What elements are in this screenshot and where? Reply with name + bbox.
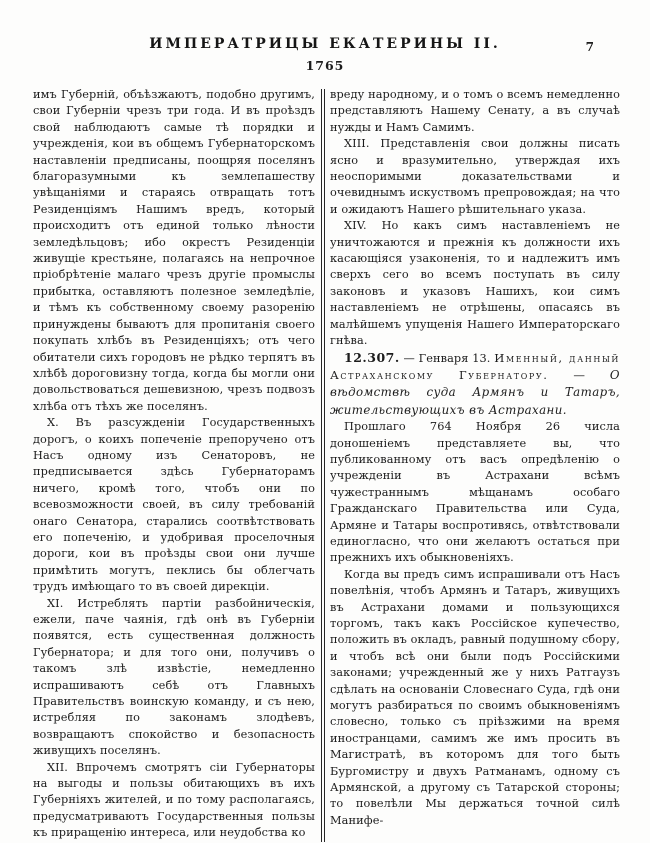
paragraph-continuation: вреду народному, и о томъ о всемъ немедленно представляютъ Нашему Сенату, а въ случаѣ нужды и Намъ Самимъ. (330, 88, 620, 134)
paragraph-article-xii: XII. Впрочемъ смотрятъ сіи Губернаторы на выгоды и пользы обитающихъ въ ихъ Губерніяхъ жителей, и по тому располагаясь, предусматриваютъ Государственныя пользы къ приращенію интереса, или неудобства ко (33, 760, 315, 840)
column-divider-rule (321, 89, 325, 842)
act-number: 12.307. (344, 349, 400, 365)
paragraph-article-x: X. Въ разсужденіи Государственныхъ дорогъ, о коихъ попеченіе препоручено отъ Насъ одному изъ Сенаторовъ, не предписывается здѣсь Губернаторамъ ничего, кромѣ того, чтобъ они по всевозможности своей, въ силу требованій онаго Сенатора, старались соотвѣтствовать его попеченію, и удобривая проселочныя дороги, кои въ проѣзды свои они лучше примѣтить могутъ, пеклись бы облегчать трудъ имѣющаго то въ своей дирекціи. (33, 416, 315, 594)
paragraph-article-xiii: XIII. Представленія свои должны писать ясно и вразумительно, утверждая ихъ неоспоримыми доказательствами и очевиднымъ искуствомъ препровождая; на что и ожидаютъ Нашего рѣшительнаго указа. (330, 137, 620, 216)
page-number: 7 (585, 40, 594, 54)
act-heading (330, 350, 620, 420)
paragraph-report: Прошлаго 764 Ноября 26 числа доношеніемъ представляете вы, что публикованному отъ васъ опредѣленію о учрежденіи въ Астрахани всѣмъ чужестраннымъ мѣщанамъ особаго Гражданскаго Правительства или Суда, Армяне и Татары воспротивясь, отвѣтствовали единогласно, что они желаютъ остаться при прежнихъ ихъ обыкновеніяхъ. (330, 420, 620, 565)
right-column (330, 87, 620, 842)
year-heading: 1765 (305, 58, 345, 73)
paragraph-article-xiv: XIV. Но какъ симъ наставленіемъ не уничтожаются и прежнія къ должности ихъ касающіяся узаконенія, то и надлежитъ имъ сверхъ сего во всемъ поступать въ силу законовъ и указовъ Нашихъ, кои симъ наставленіемъ не отрѣшены, опасаясь въ малѣйшемъ упущенія Нашего Императорскаго гнѣва. (330, 219, 620, 348)
running-title: ИМПЕРАТРИЦЫ ЕКАТЕРИНЫ II. (149, 36, 501, 52)
act-title: Именный, данный Астраханскому Губернатору. — (330, 350, 620, 382)
page-header (0, 0, 650, 73)
paragraph-petition: Когда вы предъ симъ испрашивали отъ Насъ повелѣнія, чтобъ Армянъ и Татаръ, живущихъ въ Астрахани домами и пользующихся торгомъ, такъ какъ Россійское купечество, положить въ окладъ, равный подушному сбору, и чтобъ всѣ они были подъ Россійскими законами; учрежденный же у нихъ Ратгаузъ сдѣлать на основаніи Словеснаго Суда, гдѣ они могутъ разбираться по своимъ обыкновеніямъ словесно, только съ пріѣзжими на время иностранцами, самимъ же имъ просить въ Магистратѣ, въ которомъ для того быть Бургомистру и двухъ Ратманамъ, одному съ Армянской, а другому съ Татарской стороны; то повелѣли Мы держаться точной силѣ Манифе- (330, 567, 620, 827)
act-subject: О вѣдомствѣ суда Армянъ и Татаръ, жительствующихъ въ Астрахани. (330, 367, 620, 417)
two-column-body (33, 87, 622, 842)
paragraph-continuation: имъ Губерній, объѣзжаютъ, подобно другимъ, свои Губерніи чрезъ три года. И въ проѣздъ свой наблюдаютъ самые тѣ порядки и учрежденія, кои въ общемъ Губернаторскомъ наставленіи предписаны, поощряя поселянъ благоразумными къ землепашеству увѣщаніями и стараясь отвращать тотъ Резиденціямъ Нашимъ вредъ, который происходитъ отъ единой только лѣности земледѣльцовъ; ибо окрестъ Резиденціи живущіе крестьяне, полагаясь на непрочное пріобрѣтеніе малаго чрезъ другіе промыслы прибытка, оставляютъ полезное земледѣліе, и тѣмъ къ собственному своему разоренію принуждены бываютъ для пропитанія своего покупать хлѣбъ въ Резиденціяхъ; отъ чего обитатели сихъ городовъ не рѣдко терпятъ въ хлѣбѣ дороговизну тогда, когда бы могли они довольствоваться дешевизною, чрезъ подвозъ хлѣба отъ тѣхъ же поселянъ. (33, 88, 315, 413)
paragraph-article-xi: XI. Истреблять партіи разбойническія, ежели, паче чаянія, гдѣ онѣ въ Губерніи появятся, есть существенная должность Губернатора; и для того они, получивъ о такомъ злѣ извѣстіе, немедленно испрашиваютъ себѣ отъ Главныхъ Правительствъ воинскую команду, и съ нею, истребляя по законамъ злодѣевъ, возвращаютъ спокойство и безопасность живущихъ поселянъ. (33, 596, 315, 758)
act-date: — Генваря 13. (403, 351, 491, 365)
left-column (33, 87, 315, 842)
